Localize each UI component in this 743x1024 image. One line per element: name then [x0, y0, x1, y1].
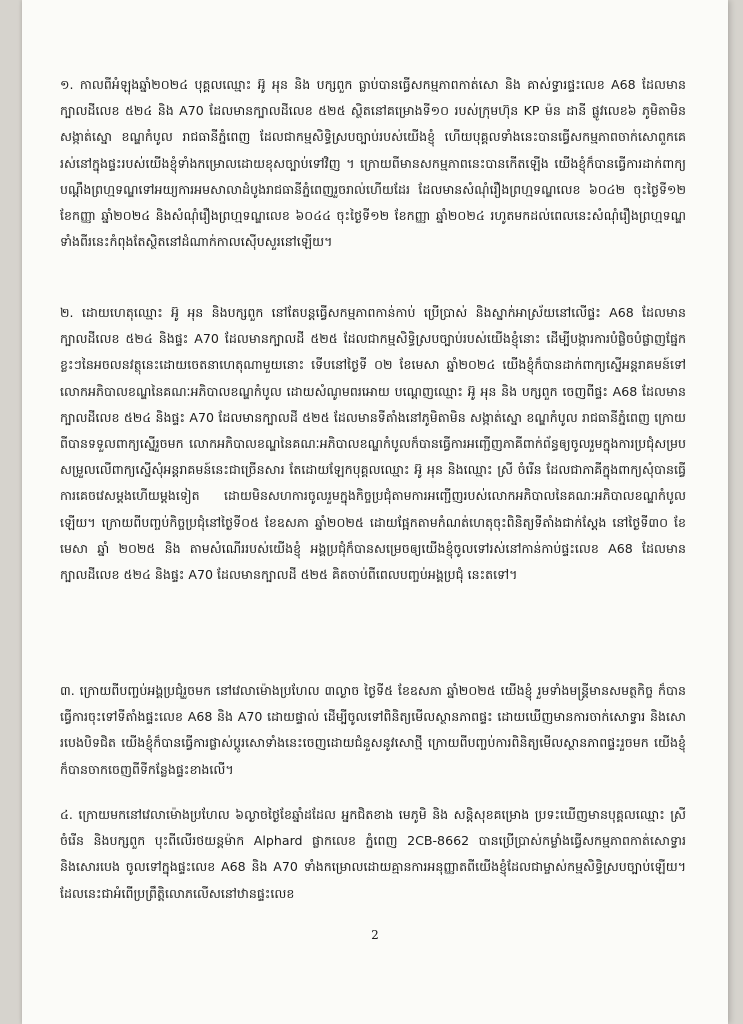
paragraph-text: កាលពីអំឡុងឆ្នាំ២០២៤ បុគ្គលឈ្មោះ អ៊ូ អុន និង បក្សពួក ធ្លាប់បានធ្វើសកម្មភាពកាត់សោ និង គាស់ទ្វារផ្ទះលេខ A68 ដែលមានក្បាលដីលេខ ៥២៤ និង A70 ដែលមានក្បាលដីលេខ ៥២៥ ស្ថិតនៅគម្រោងទី១០ របស់ក្រុមហ៊ុន KP ម៉ន ដានី ផ្លូវលេខ៦ ភូមិតាមិន សង្កាត់ស្នោ ខណ្ឌកំបូល រាជធានីភ្នំពេញ ដែលជាកម្មសិទ្ធិស្របច្បាប់របស់យើងខ្ញុំ ហើយបុគ្គលទាំងនេះបានធ្វើសកម្មភាពចាក់សោពួកគេរស់នៅក្នុងផ្ទះរបស់យើងខ្ញុំទាំងកម្រោលដោយខុសច្បាប់ទៅវិញ ។ ក្រោយពីមានសកម្មភាពនេះបានកើតឡើង យើងខ្ញុំក៏បានធ្វើការដាក់ពាក្យបណ្តឹងព្រហ្មទណ្ឌទៅអយ្យការអមសាលាដំបូងរាជធានីភ្នំពេញរួចរាល់ហើយដែរ ដែលមានសំណុំរឿងព្រហ្មទណ្ឌលេខ ៦០៤២ ចុះថ្ងៃទី១២ ខែកញ្ញា ឆ្នាំ២០២៤ និងសំណុំរឿងព្រហ្មទណ្ឌលេខ ៦០៤៤ ចុះថ្ងៃទី១២ ខែកញ្ញា ឆ្នាំ២០២៤ រហូតមកដល់ពេលនេះសំណុំរឿងព្រហ្មទណ្ឌទាំងពីរនេះកំពុងតែស្ថិតនៅដំណាក់កាលស៊ើបសួរនៅឡើយ។	[60, 77, 686, 250]
paragraph-number: ១.	[60, 77, 74, 92]
page-number: 2	[371, 928, 379, 942]
paragraph-1	[60, 72, 686, 255]
paragraph-number: ២.	[60, 305, 74, 320]
paragraph-text: ក្រោយពីបញ្ចប់អង្គប្រជុំរួចមក នៅវេលាម៉ោងប្រហែល ៣ល្ងាច ថ្ងៃទី៥ ខែឧសភា ឆ្នាំ២០២៥ យើងខ្ញុំ រួមទាំងមន្ត្រីមានសមត្ថកិច្ច ក៏បានធ្វើការចុះទៅទីតាំងផ្ទះលេខ A68 និង A70 ដោយផ្ទាល់ ដើម្បីចូលទៅពិនិត្យមើលស្ថានភាពផ្ទះ ដោយឃើញមានការចាក់សោទ្វារ និងសោរបេងបិទជិត យើងខ្ញុំក៏បានធ្វើការផ្លាស់ប្តូរសោទាំងនេះចេញដោយជំនួសនូវសោថ្មី ក្រោយពីបញ្ចប់ការពិនិត្យមើលស្ថានភាពផ្ទះរួចមក យើងខ្ញុំក៏បានចាកចេញពីទីកន្លែងផ្ទះខាងលើ។	[60, 683, 686, 777]
paragraph-4	[60, 802, 686, 907]
document-page	[22, 0, 728, 1024]
paragraph-number: ៣.	[60, 683, 75, 698]
paragraph-number: ៤.	[60, 807, 73, 822]
paragraph-text: ដោយហេតុឈ្មោះ អ៊ូ អុន និងបក្សពួក នៅតែបន្តធ្វើសកម្មភាពកាន់កាប់ ប្រើប្រាស់ និងស្នាក់អាស្រ័យនៅលើផ្ទះ A68 ដែលមានក្បាលដីលេខ ៥២៤ និងផ្ទះ A70 ដែលមានក្បាលដី ៥២៥ ដែលជាកម្មសិទ្ធិស្របច្បាប់របស់យើងខ្ញុំនោះ ដើម្បីបង្ការការបំផ្លិចបំផ្លាញផ្នែកខ្លះៗនៃអចលនវត្ថុនេះដោយចេតនាហេតុណាមួយនោះ ទើបនៅថ្ងៃទី ០២ ខែមេសា ឆ្នាំ២០២៤ យើងខ្ញុំក៏បានដាក់ពាក្យស្នើអន្តរាគមន៍ទៅលោកអភិបាលខណ្ឌនៃគណៈអភិបាលខណ្ឌកំបូល ដោយសំណូមពរអោយ បណ្តេញឈ្មោះ អ៊ូ អុន និង បក្សពួក ចេញពីផ្ទះ A68 ដែលមានក្បាលដីលេខ ៥២៤ និងផ្ទះ A70 ដែលមានក្បាលដី ៥២៥ ដែលមានទីតាំងនៅភូមិតាមិន សង្កាត់ស្នោ ខណ្ឌកំបូល រាជធានីភ្នំពេញ ក្រោយពីបានទទួលពាក្យស្នើរួចមក លោកអភិបាលខណ្ឌនៃគណៈអភិបាលខណ្ឌកំបូលក៏បានធ្វើការអញ្ជើញភាគីពាក់ព័ន្ធឲ្យចូលរួមក្នុងការប្រជុំសម្របសម្រួលលើពាក្យស្នើសុំអន្តរាគមន៍នេះជាច្រើនសារ តែដោយឡែកបុគ្គលឈ្មោះ អ៊ូ អុន និងឈ្មោះ ស្រី ចំរើន ដែលជាភាគីក្នុងពាក្យសុំបានធ្វើការគេចវេសម្តងហើយម្តងទៀត ដោយមិនសហការចូលរួមក្នុងកិច្ចប្រជុំតាមការអញ្ជើញរបស់លោកអភិបាលនៃគណៈអភិបាលខណ្ឌកំបូលឡើយ។ ក្រោយពីបញ្ចប់កិច្ចប្រជុំនៅថ្ងៃទី០៥ ខែឧសភា ឆ្នាំ២០២៥ ដោយផ្អែកតាមកំណត់ហេតុចុះពិនិត្យទីតាំងជាក់ស្តែង នៅថ្ងៃទី៣០ ខែមេសា ឆ្នាំ ២០២៥ និង តាមសំណើររបស់យើងខ្ញុំ អង្គប្រជុំក៏បានសម្រេចឲ្យយើងខ្ញុំចូលទៅរស់នៅកាន់កាប់ផ្ទះលេខ A68 ដែលមានក្បាលដីលេខ ៥២៤ និងផ្ទះ A70 ដែលមានក្បាលដី ៥២៥ គិតចាប់ពីពេលបញ្ចប់អង្គប្រជុំ នេះតទៅ។	[60, 305, 686, 583]
paragraph-text: ក្រោយមកនៅវេលាម៉ោងប្រហែល ៦ល្ងាចថ្ងៃខែឆ្នាំដដែល អ្នកជិតខាង មេភូមិ និង សន្តិសុខគម្រោង ប្រទះឃើញមានបុគ្គលឈ្មោះ ស្រី ចំរើន និងបក្សពួក បុះពីលើរថយន្តម៉ាក Alphard ផ្លាកលេខ ភ្នំពេញ 2CB-8662 បានប្រើប្រាស់កម្លាំងធ្វើសកម្មភាពកាត់សោទ្វារ និងសោរបេង ចូលទៅក្នុងផ្ទះលេខ A68 និង A70 ទាំងកម្រោលដោយគ្មានការអនុញ្ញាតពីយើងខ្ញុំដែលជាម្ចាស់កម្មសិទ្ធិស្របច្បាប់ឡើយ។ ដែលនេះជាអំពើប្រព្រឹត្តិលោភលើសនៅឋានផ្ទះលេខ	[60, 807, 686, 901]
paragraph-3	[60, 678, 686, 783]
paragraph-2	[60, 300, 686, 588]
